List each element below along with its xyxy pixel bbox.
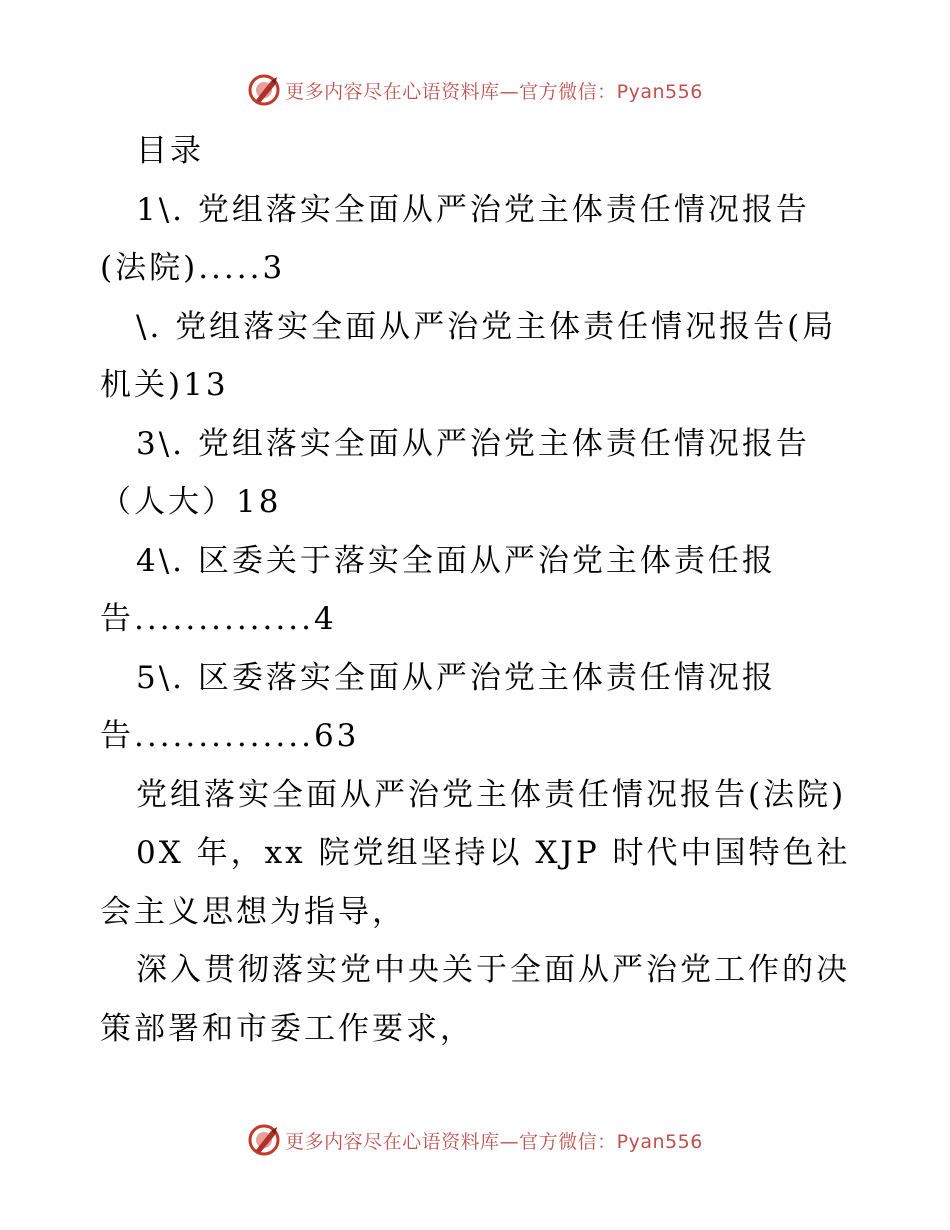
toc-entry-2-cont: 机关)13 xyxy=(100,367,229,403)
pen-nib-logo-icon xyxy=(247,73,281,107)
toc-title: 目录 xyxy=(136,133,204,169)
footer-banner-text: 更多内容尽在心语资料库—官方微信：Pyan556 xyxy=(285,1130,703,1153)
toc-entry-5-cont: 告..............63 xyxy=(100,718,360,754)
body-paragraph-1: 0X 年，xx 院党组坚持以 XJP 时代中国特色社 xyxy=(136,835,851,871)
toc-entry-2: \. 党组落实全面从严治党主体责任情况报告(局 xyxy=(136,308,837,345)
toc-entry-4-cont: 告..............4 xyxy=(100,601,337,637)
toc-entry-5: 5\. 区委落实全面从严治党主体责任情况报 xyxy=(136,659,776,696)
header-banner-text: 更多内容尽在心语资料库—官方微信：Pyan556 xyxy=(285,80,703,103)
document-body xyxy=(100,122,860,1058)
body-paragraph-2-cont: 策部署和市委工作要求， xyxy=(100,1010,474,1047)
pen-nib-logo-icon xyxy=(247,1123,281,1157)
body-paragraph-2: 深入贯彻落实党中央关于全面从严治党工作的决 xyxy=(136,952,850,988)
toc-entry-4: 4\. 区委关于落实全面从严治党主体责任报 xyxy=(136,542,776,579)
toc-entry-1: 1\. 党组落实全面从严治党主体责任情况报告 xyxy=(136,191,810,228)
section-title: 党组落实全面从严治党主体责任情况报告(法院) xyxy=(136,776,847,813)
toc-entry-1-cont: (法院).....3 xyxy=(100,250,286,286)
header-banner xyxy=(0,70,950,110)
footer-banner xyxy=(0,1120,950,1160)
toc-entry-3: 3\. 党组落实全面从严治党主体责任情况报告 xyxy=(136,425,810,462)
toc-entry-3-cont: （人大）18 xyxy=(100,484,282,520)
body-paragraph-1-cont: 会主义思想为指导， xyxy=(100,893,406,930)
